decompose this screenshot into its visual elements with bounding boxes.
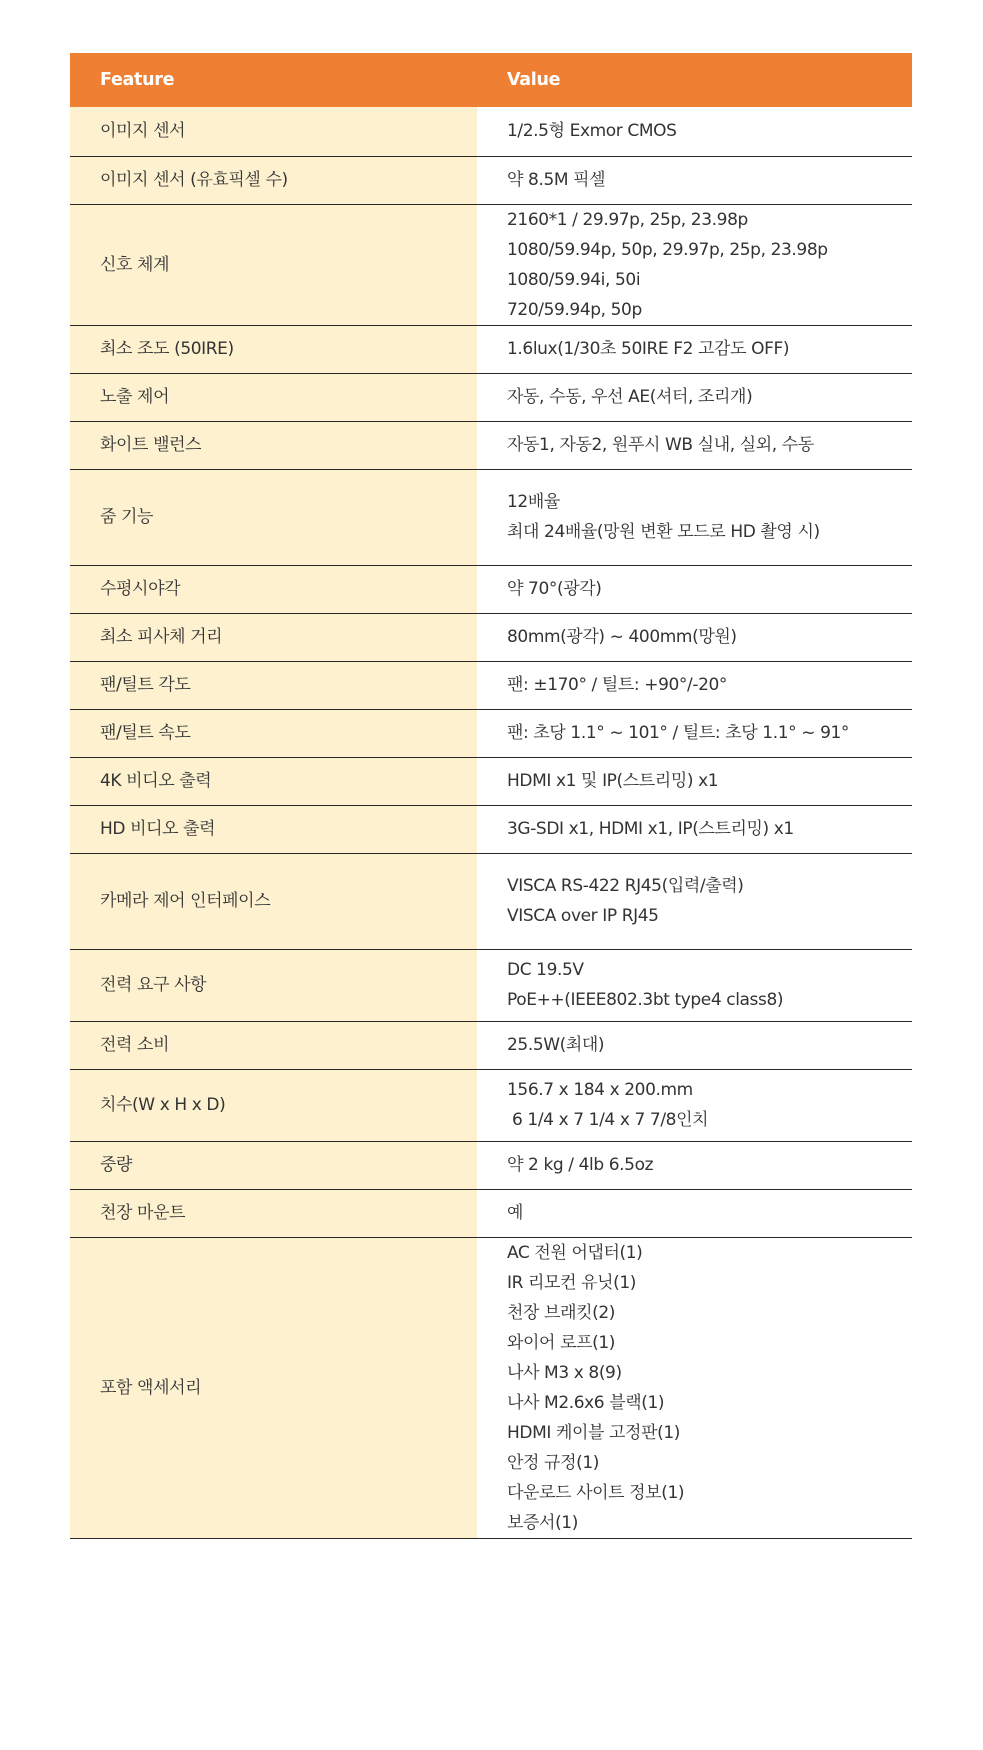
value-line: 2160*1 / 29.97p, 25p, 23.98p	[507, 209, 748, 230]
value-cell	[477, 949, 912, 1021]
value-line: VISCA over IP RJ45	[507, 906, 659, 926]
value-line: HDMI 케이블 고정판(1)	[507, 1422, 680, 1443]
feature-cell: 신호 체계	[70, 204, 477, 325]
table-row	[70, 853, 912, 949]
feature-cell: HD 비디오 출력	[70, 805, 477, 853]
table-row	[70, 1021, 912, 1069]
table-row	[70, 805, 912, 853]
feature-cell: 중량	[70, 1141, 477, 1189]
value-line: 자동1, 자동2, 원푸시 WB 실내, 실외, 수동	[507, 435, 814, 455]
value-cell	[477, 373, 912, 421]
feature-cell: 전력 요구 사항	[70, 949, 477, 1021]
value-line: 자동, 수동, 우선 AE(셔터, 조리개)	[507, 387, 753, 407]
value-line: 최대 24배율(망원 변환 모드로 HD 촬영 시)	[507, 522, 820, 542]
feature-cell: 4K 비디오 출력	[70, 757, 477, 805]
table-row	[70, 469, 912, 565]
value-cell	[477, 1141, 912, 1189]
table-row	[70, 325, 912, 373]
value-line: VISCA RS-422 RJ45(입력/출력)	[507, 876, 744, 896]
table-row	[70, 1189, 912, 1237]
header-feature: Feature	[70, 53, 477, 107]
value-line: 천장 브래킷(2)	[507, 1302, 615, 1323]
feature-cell: 치수(W x H x D)	[70, 1069, 477, 1141]
value-line: 약 2 kg / 4lb 6.5oz	[507, 1155, 654, 1175]
feature-cell: 최소 피사체 거리	[70, 613, 477, 661]
value-line: 다운로드 사이트 정보(1)	[507, 1482, 685, 1503]
value-cell	[477, 204, 912, 325]
value-line: 팬: ±170° / 틸트: +90°/-20°	[507, 675, 728, 695]
feature-cell: 이미지 센서 (유효픽셀 수)	[70, 156, 477, 204]
value-line: 약 70°(광각)	[507, 579, 602, 599]
value-cell	[477, 1237, 912, 1538]
table-row	[70, 156, 912, 204]
value-line: 156.7 x 184 x 200.mm	[507, 1080, 693, 1100]
value-line: DC 19.5V	[507, 960, 584, 980]
feature-cell: 카메라 제어 인터페이스	[70, 853, 477, 949]
value-cell	[477, 661, 912, 709]
feature-cell: 노출 제어	[70, 373, 477, 421]
feature-cell: 팬/틸트 속도	[70, 709, 477, 757]
feature-cell: 최소 조도 (50IRE)	[70, 325, 477, 373]
value-line: 와이어 로프(1)	[507, 1332, 615, 1353]
table-row	[70, 613, 912, 661]
table-row	[70, 204, 912, 325]
value-cell	[477, 1189, 912, 1237]
value-cell	[477, 469, 912, 565]
feature-cell: 수평시야각	[70, 565, 477, 613]
value-cell	[477, 709, 912, 757]
table-row	[70, 757, 912, 805]
value-cell	[477, 107, 912, 156]
value-line: 1/2.5형 Exmor CMOS	[507, 121, 677, 142]
table-row	[70, 1141, 912, 1189]
spec-table	[70, 53, 912, 1539]
value-cell	[477, 613, 912, 661]
header-row	[70, 53, 912, 107]
feature-cell: 화이트 밸런스	[70, 421, 477, 469]
value-line: 1080/59.94i, 50i	[507, 269, 641, 290]
table-body	[70, 107, 912, 1538]
value-line: 1080/59.94p, 50p, 29.97p, 25p, 23.98p	[507, 239, 828, 260]
value-line: 3G-SDI x1, HDMI x1, IP(스트리밍) x1	[507, 819, 794, 839]
value-cell	[477, 853, 912, 949]
value-line: 안정 규정(1)	[507, 1452, 599, 1473]
value-cell	[477, 325, 912, 373]
header-value: Value	[477, 53, 912, 107]
table-header	[70, 53, 912, 107]
feature-cell: 이미지 센서	[70, 107, 477, 156]
table-row	[70, 661, 912, 709]
value-line: 12배율	[507, 492, 560, 512]
value-cell	[477, 1069, 912, 1141]
table-row	[70, 1237, 912, 1538]
value-line: PoE++(IEEE802.3bt type4 class8)	[507, 990, 784, 1010]
table-row	[70, 949, 912, 1021]
value-line: HDMI x1 및 IP(스트리밍) x1	[507, 771, 719, 791]
value-line: 보증서(1)	[507, 1512, 578, 1533]
value-cell	[477, 1021, 912, 1069]
table-row	[70, 107, 912, 156]
value-line: IR 리모컨 유닛(1)	[507, 1272, 637, 1293]
table-row	[70, 373, 912, 421]
feature-cell: 팬/틸트 각도	[70, 661, 477, 709]
table-row	[70, 1069, 912, 1141]
feature-cell: 줌 기능	[70, 469, 477, 565]
value-line: 나사 M2.6x6 블랙(1)	[507, 1392, 665, 1413]
feature-cell: 천장 마운트	[70, 1189, 477, 1237]
value-line: 나사 M3 x 8(9)	[507, 1362, 622, 1383]
value-line: 720/59.94p, 50p	[507, 299, 642, 320]
value-cell	[477, 565, 912, 613]
value-line: 6 1/4 x 7 1/4 x 7 7/8인치	[507, 1110, 709, 1130]
value-cell	[477, 805, 912, 853]
table-row	[70, 421, 912, 469]
value-line: 1.6lux(1/30초 50IRE F2 고감도 OFF)	[507, 339, 790, 359]
value-line: 약 8.5M 픽셀	[507, 170, 606, 190]
value-line: 팬: 초당 1.1° ~ 101° / 틸트: 초당 1.1° ~ 91°	[507, 723, 850, 743]
value-line: 예	[507, 1203, 524, 1223]
value-line: AC 전원 어댑터(1)	[507, 1242, 643, 1263]
table-row	[70, 565, 912, 613]
value-line: 80mm(광각) ~ 400mm(망원)	[507, 627, 737, 647]
value-line: 25.5W(최대)	[507, 1035, 605, 1055]
value-cell	[477, 757, 912, 805]
value-cell	[477, 156, 912, 204]
feature-cell: 포함 액세서리	[70, 1237, 477, 1538]
feature-cell: 전력 소비	[70, 1021, 477, 1069]
value-cell	[477, 421, 912, 469]
table-row	[70, 709, 912, 757]
